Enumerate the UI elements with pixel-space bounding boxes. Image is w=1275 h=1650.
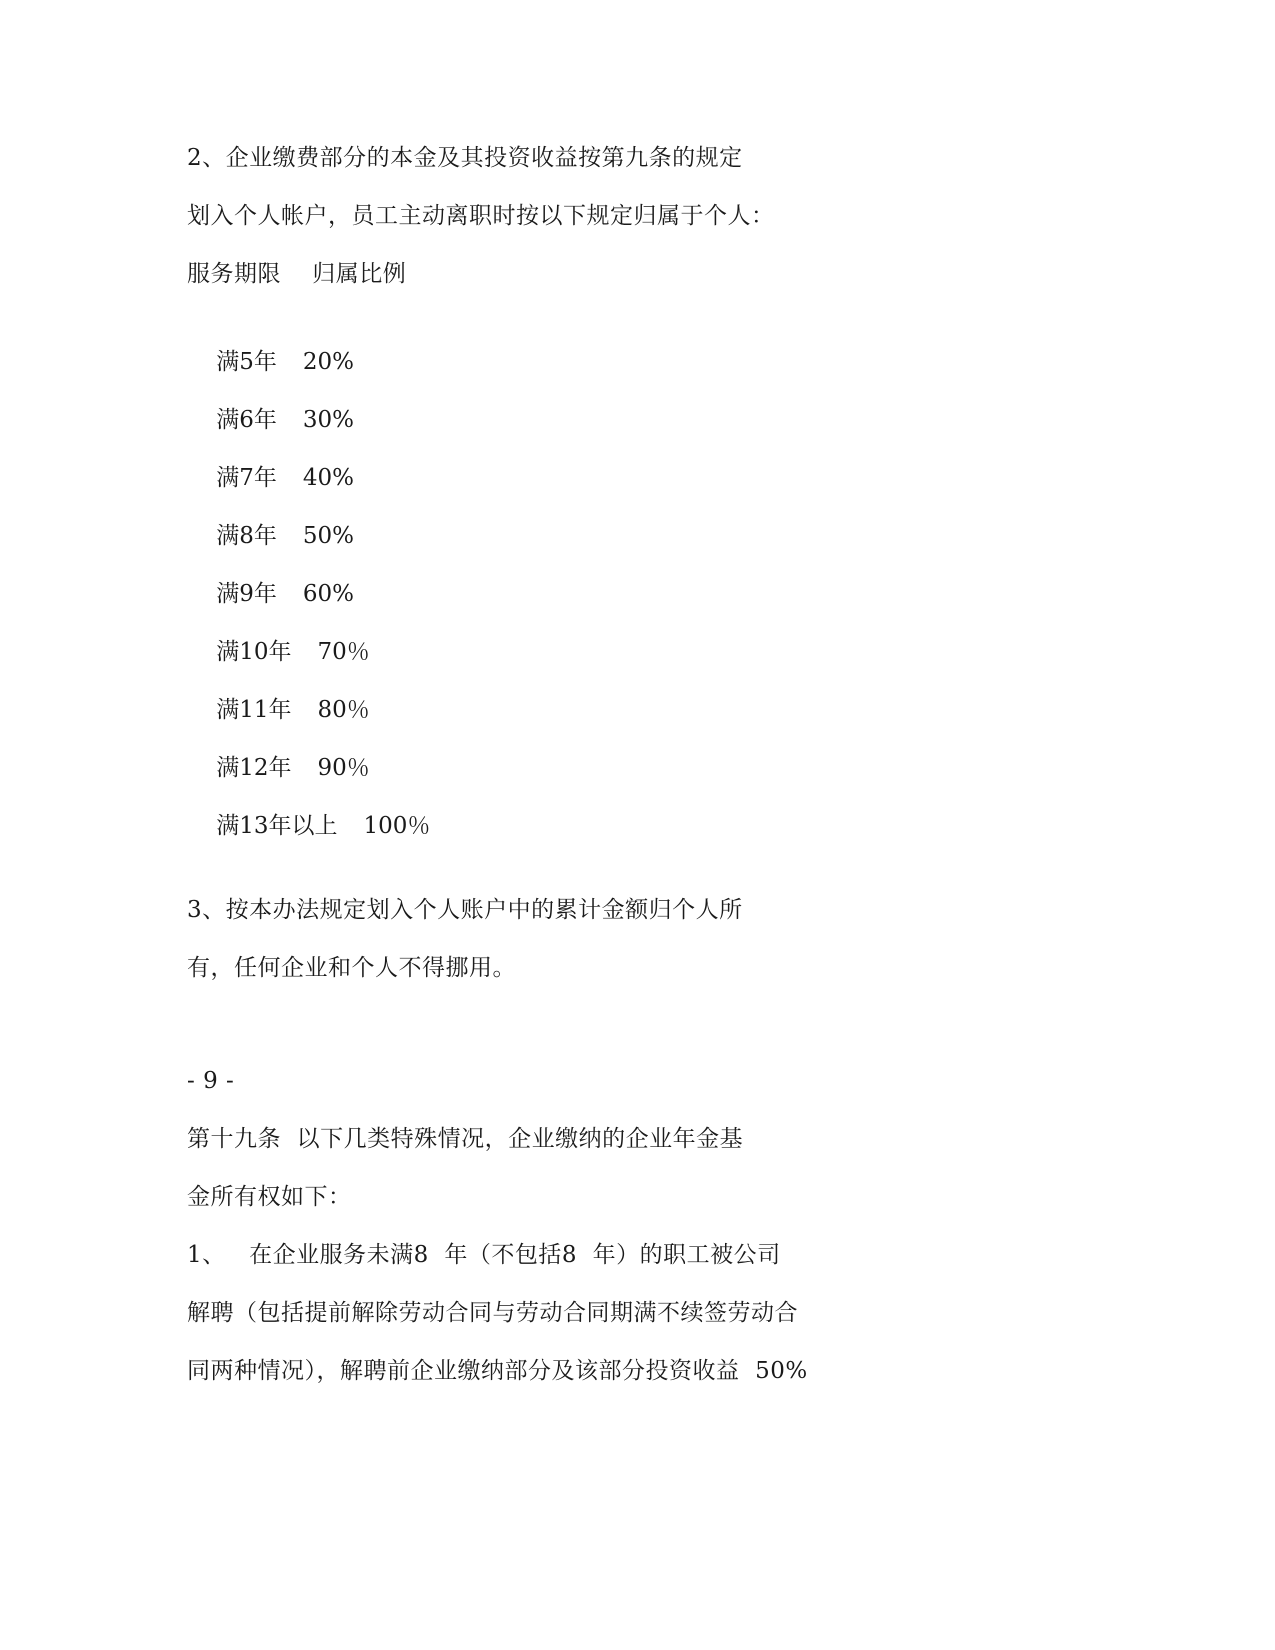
vesting-ratio: 90％ (317, 755, 370, 781)
vesting-table-header: 服务期限 归属比例 (187, 261, 407, 287)
article19-line1: 第十九条 以下几类特殊情况，企业缴纳的企业年金基 (187, 1126, 744, 1152)
vesting-ratio: 60% (302, 581, 355, 607)
vesting-term: 满8年 (216, 523, 277, 549)
vesting-term: 满11年 (216, 697, 292, 723)
vesting-ratio: 40% (302, 465, 355, 491)
section3-line2: 有，任何企业和个人不得挪用。 (187, 955, 516, 981)
vesting-ratio: 80％ (317, 697, 370, 723)
vesting-row (187, 781, 430, 871)
vesting-term: 满5年 (216, 349, 277, 375)
article19-line5: 同两种情况），解聘前企业缴纳部分及该部分投资收益 50% (187, 1358, 808, 1384)
vesting-ratio: 30% (302, 407, 355, 433)
vesting-term: 满10年 (216, 639, 292, 665)
section2-line2: 划入个人帐户，员工主动离职时按以下规定归属于个人： (187, 203, 775, 229)
article19-line3: 1、 在企业服务未满8 年（不包括8 年）的职工被公司 (187, 1242, 781, 1268)
article19-line4: 解聘（包括提前解除劳动合同与劳动合同期满不续签劳动合 (187, 1300, 798, 1326)
vesting-term: 满7年 (216, 465, 277, 491)
page-number: - 9 - (187, 1068, 235, 1094)
vesting-term: 满9年 (216, 581, 277, 607)
vesting-ratio: 100％ (363, 813, 431, 839)
vesting-ratio: 50% (302, 523, 355, 549)
vesting-term: 满12年 (216, 755, 292, 781)
vesting-term: 满13年以上 (216, 813, 338, 839)
vesting-ratio: 20% (302, 349, 355, 375)
vesting-term: 满6年 (216, 407, 277, 433)
vesting-ratio: 70％ (317, 639, 370, 665)
section3-line1: 3、按本办法规定划入个人账户中的累计金额归个人所 (187, 897, 743, 923)
article19-line2: 金所有权如下： (187, 1184, 352, 1210)
section2-line1: 2、企业缴费部分的本金及其投资收益按第九条的规定 (187, 145, 743, 171)
